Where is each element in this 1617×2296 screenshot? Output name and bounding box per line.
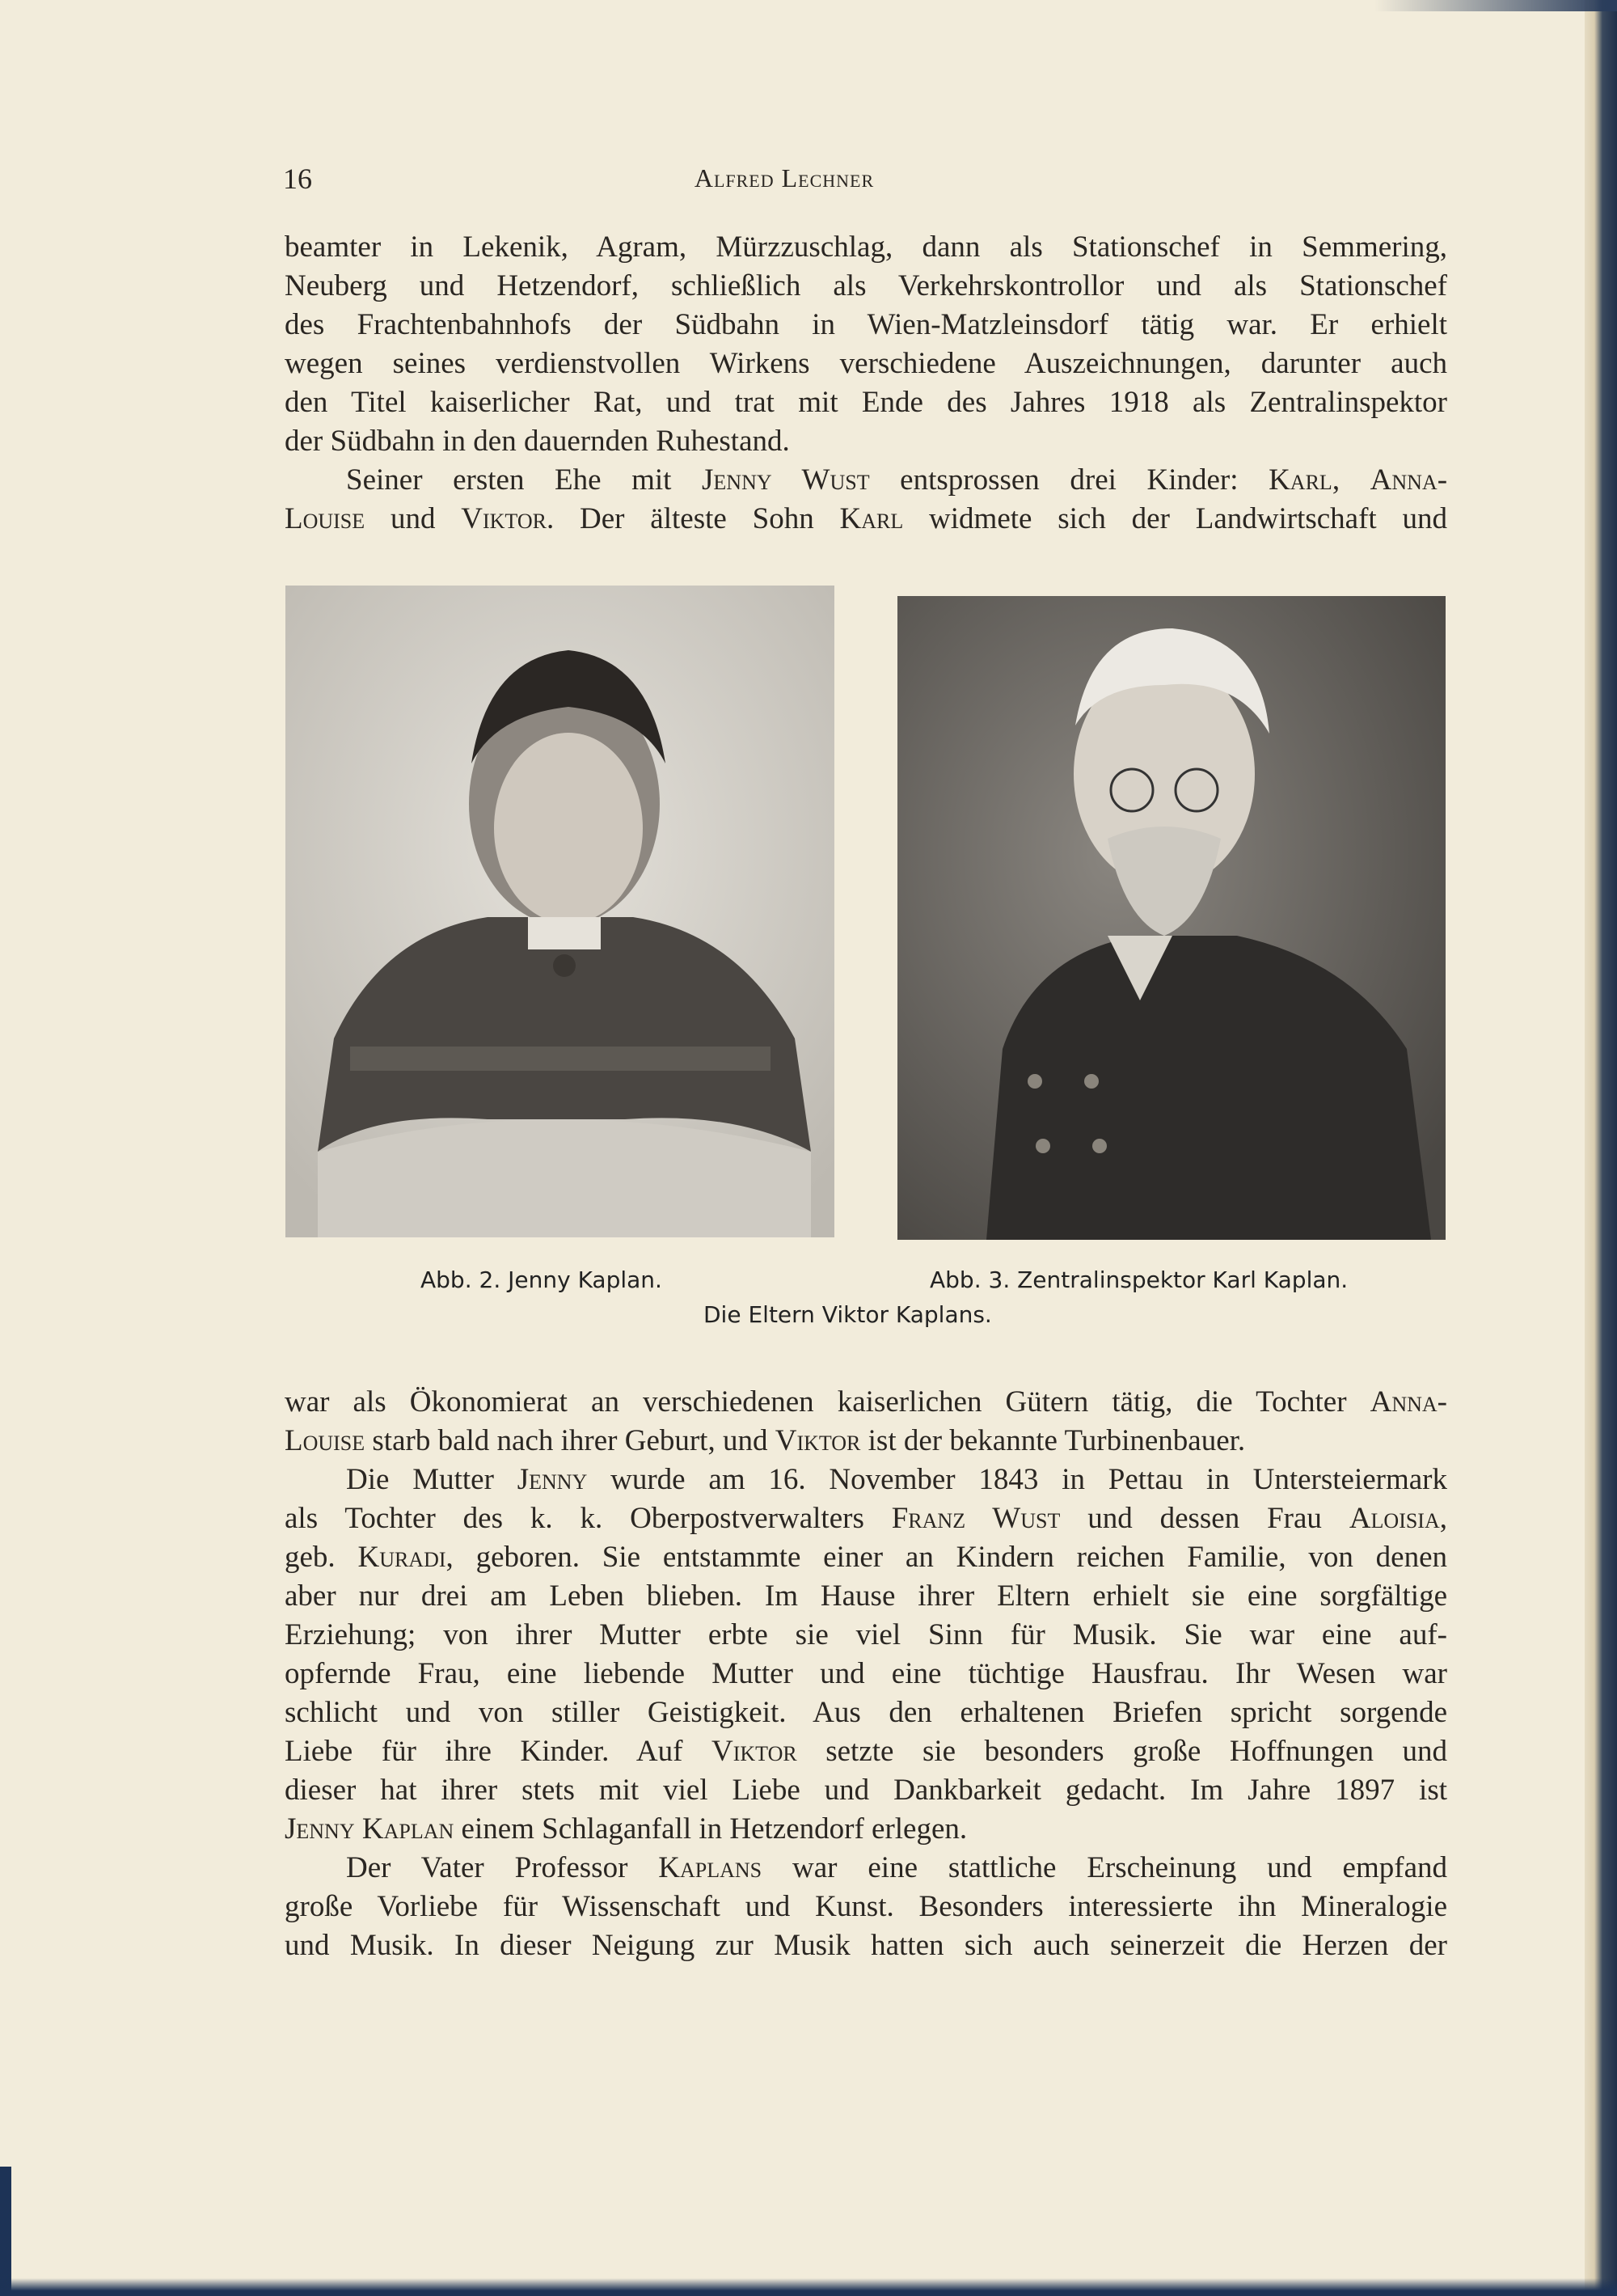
- text-line: [285, 461, 1447, 500]
- photo-karl-kaplan: [897, 596, 1446, 1240]
- text-segment: ,: [1332, 463, 1370, 497]
- text-segment: Seiner ersten Ehe mit: [346, 463, 703, 497]
- text-line: [285, 345, 1447, 383]
- text-line: [285, 1888, 1447, 1926]
- name-small-caps: Anna-: [1370, 463, 1448, 497]
- text-line: [285, 1499, 1447, 1538]
- name-small-caps: Louise: [285, 502, 365, 535]
- text-segment: Neuberg und Hetzendorf, schließlich als Verkehrskontrollor und als Stationschef: [285, 269, 1447, 302]
- name-small-caps: Viktor: [711, 1735, 797, 1768]
- text-segment: des Frachtenbahnhofs der Südbahn in Wien-Matzleinsdorf tätig war. Er erhielt: [285, 308, 1447, 341]
- body-text-top: [285, 228, 1447, 539]
- name-small-caps: Jenny Kaplan: [285, 1812, 454, 1846]
- text-line: [285, 500, 1447, 539]
- text-segment: starb bald nach ihrer Geburt, und: [365, 1424, 775, 1457]
- text-line: [285, 306, 1447, 345]
- text-line: [285, 228, 1447, 267]
- text-line: [285, 1810, 1447, 1849]
- text-segment: aber nur drei am Leben blieben. Im Hause ihrer Eltern erhielt sie eine sorgfältige: [285, 1579, 1447, 1613]
- text-line: [285, 267, 1447, 306]
- book-cover-edge-left: [0, 2167, 11, 2296]
- text-segment: beamter in Lekenik, Agram, Mürzzuschlag, dann als Stationschef in Semmering,: [285, 230, 1447, 264]
- text-line: [285, 422, 1447, 461]
- text-line: [285, 1926, 1447, 1965]
- name-small-caps: Karl: [839, 502, 904, 535]
- text-segment: dieser hat ihrer stets mit viel Liebe und Dankbarkeit gedacht. Im Jahre 1897 ist: [285, 1774, 1447, 1807]
- book-cover-edge-top: [1374, 0, 1617, 11]
- text-segment: schlicht und von stiller Geistigkeit. Aus den erhaltenen Briefen spricht sorgende: [285, 1696, 1447, 1729]
- page-number: 16: [283, 163, 312, 195]
- text-segment: wurde am 16. November 1843 in Pettau in Untersteiermark: [587, 1463, 1448, 1496]
- text-segment: wegen seines verdienstvollen Wirkens verschiedene Auszeichnungen, darunter auch: [285, 347, 1447, 380]
- text-line: [285, 1538, 1447, 1577]
- figures-shared-caption: Die Eltern Viktor Kaplans.: [703, 1301, 992, 1328]
- text-segment: Erziehung; von ihrer Mutter erbte sie viel Sinn für Musik. Sie war eine auf-: [285, 1618, 1447, 1651]
- text-segment: den Titel kaiserlicher Rat, und trat mit Ende des Jahres 1918 als Zentralinspektor: [285, 386, 1447, 419]
- text-segment: als Tochter des k. k. Oberpostverwalters: [285, 1502, 892, 1535]
- text-line: [285, 1422, 1447, 1461]
- name-small-caps: Louise: [285, 1424, 365, 1457]
- text-segment: setzte sie besonders große Hoffnungen und: [796, 1735, 1448, 1768]
- text-line: [285, 1616, 1447, 1655]
- book-binding-edge: [1585, 0, 1617, 2296]
- text-segment: , geboren. Sie entstammte einer an Kindern reichen Familie, von denen: [445, 1541, 1447, 1574]
- text-line: [285, 1693, 1447, 1732]
- text-line: [285, 1655, 1447, 1693]
- text-line: [285, 1849, 1447, 1888]
- text-line: [285, 1461, 1447, 1499]
- name-small-caps: Franz Wust: [891, 1502, 1061, 1535]
- text-segment: der Südbahn in den dauernden Ruhestand.: [285, 425, 790, 458]
- text-segment: opfernde Frau, eine liebende Mutter und eine tüchtige Hausfrau. Ihr Wesen war: [285, 1657, 1447, 1690]
- body-text-bottom: [285, 1383, 1447, 1965]
- text-line: [285, 383, 1447, 422]
- book-cover-edge-bottom: [0, 2278, 1617, 2296]
- text-line: [285, 1771, 1447, 1810]
- text-segment: entsprossen drei Kinder:: [869, 463, 1269, 497]
- name-small-caps: Aloisia: [1349, 1502, 1440, 1535]
- text-segment: Der Vater Professor: [346, 1851, 659, 1884]
- name-small-caps: Kaplans: [658, 1851, 762, 1884]
- text-line: [285, 1577, 1447, 1616]
- text-segment: . Der älteste Sohn: [546, 502, 840, 535]
- text-segment: einem Schlaganfall in Hetzendorf erlegen.: [454, 1812, 968, 1846]
- text-segment: Liebe für ihre Kinder. Auf: [285, 1735, 711, 1768]
- text-segment: ,: [1439, 1502, 1447, 1535]
- name-small-caps: Viktor: [461, 502, 547, 535]
- text-line: [285, 1383, 1447, 1422]
- name-small-caps: Viktor: [775, 1424, 861, 1457]
- text-segment: große Vorliebe für Wissenschaft und Kunst. Besonders interessierte ihn Mineralogie: [285, 1890, 1447, 1923]
- photo-jenny-kaplan: [285, 586, 834, 1237]
- text-segment: war eine stattliche Erscheinung und empfand: [762, 1851, 1447, 1884]
- text-line: [285, 1732, 1447, 1771]
- running-title: Alfred Lechner: [694, 163, 875, 192]
- text-segment: Die Mutter: [346, 1463, 517, 1496]
- name-small-caps: Karl: [1269, 463, 1332, 497]
- figure-3-caption: Abb. 3. Zentralinspektor Karl Kaplan.: [930, 1266, 1349, 1293]
- text-segment: ist der bekannte Turbinenbauer.: [860, 1424, 1246, 1457]
- text-segment: widmete sich der Landwirtschaft und: [903, 502, 1448, 535]
- name-small-caps: Anna-: [1370, 1385, 1447, 1419]
- name-small-caps: Jenny Wust: [702, 463, 870, 497]
- text-segment: war als Ökonomierat an verschiedenen kaiserlichen Gütern tätig, die Tochter: [285, 1385, 1370, 1419]
- text-segment: geb.: [285, 1541, 358, 1574]
- figure-2-caption: Abb. 2. Jenny Kaplan.: [420, 1266, 662, 1293]
- running-header: [0, 163, 1617, 193]
- text-segment: und Musik. In dieser Neigung zur Musik hatten sich auch seinerzeit die Herzen der: [285, 1929, 1447, 1962]
- name-small-caps: Jenny: [517, 1463, 588, 1496]
- name-small-caps: Kuradi: [357, 1541, 446, 1574]
- text-segment: und: [365, 502, 462, 535]
- text-segment: und dessen Frau: [1060, 1502, 1349, 1535]
